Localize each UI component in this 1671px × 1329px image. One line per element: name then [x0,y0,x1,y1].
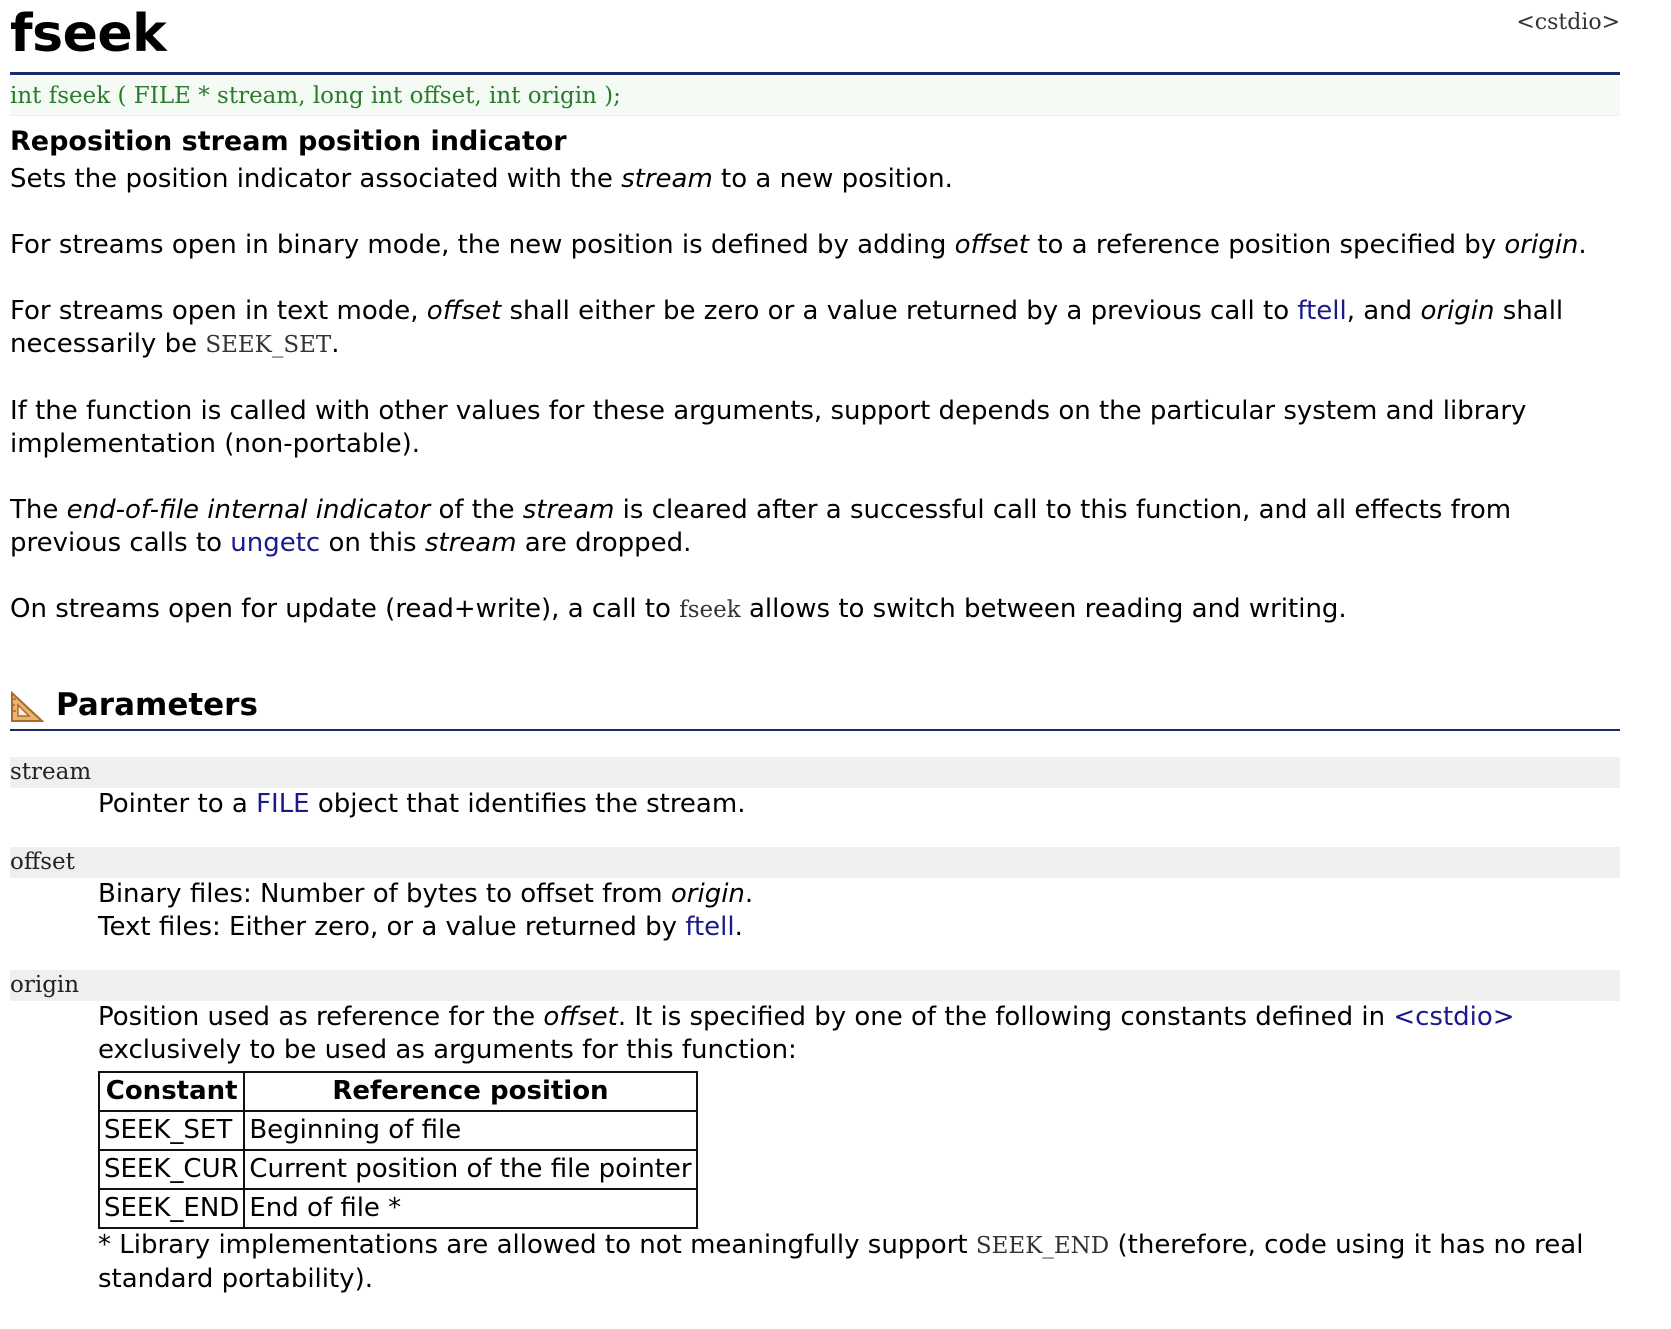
param-desc-offset [98,878,1620,944]
ftell-link-2[interactable]: ftell [685,912,735,942]
set-square-icon [10,691,44,723]
origin-constants-table [98,1071,698,1229]
seek-set-code: SEEK_SET [205,332,332,358]
table-header-row [99,1072,697,1111]
offset-binary-line: Binary files: Number of bytes to offset from origin. [98,879,754,909]
fseek-code: fseek [679,597,741,623]
parameters-title: Parameters [56,687,258,723]
param-desc-stream: Pointer to a FILE object that identifies the stream. [98,789,746,819]
table-header-cell: Constant [99,1072,244,1111]
table-cell: SEEK_END [99,1189,244,1228]
seek-end-footnote: * Library implementations are allowed to not meaningfully support SEEK_END (therefore, code using it has no real standard portability). [98,1230,1584,1294]
cstdio-link[interactable]: <cstdio> [1393,1002,1515,1032]
description-paragraph-6: On streams open for update (read+write), a call to fseek allows to switch between reading and writing. [10,594,1347,624]
origin-description: Position used as reference for the offset. It is specified by one of the following constants defined in <cstdio> exclusively to be used as arguments for this function: [98,1002,1515,1065]
page-header [10,0,1620,75]
offset-text-line: Text files: Either zero, or a value returned by ftell. [98,912,743,942]
file-link[interactable]: FILE [256,789,310,819]
param-desc-origin [98,1001,1620,1296]
table-row [99,1150,697,1189]
table-header-cell: Reference position [244,1072,696,1111]
table-cell: Beginning of file [244,1111,696,1150]
header-include-link[interactable]: <cstdio> [1516,10,1620,35]
table-row [99,1111,697,1150]
page-title: fseek [10,4,167,64]
ungetc-link[interactable]: ungetc [230,528,321,558]
param-name-offset: offset [10,847,1620,878]
description-paragraph-4: If the function is called with other values for these arguments, support depends on the particular system and library implementation (non-portable). [10,396,1527,459]
parameters-section-header [10,687,1620,731]
ftell-link[interactable]: ftell [1297,296,1347,326]
table-cell: SEEK_CUR [99,1150,244,1189]
table-cell: Current position of the file pointer [244,1150,696,1189]
table-cell: End of file * [244,1189,696,1228]
param-name-stream: stream [10,757,1620,788]
function-prototype: int fseek ( FILE * stream, long int offset, int origin ); [10,77,1620,116]
description-heading: Reposition stream position indicator [10,126,567,157]
description-paragraph-3: For streams open in text mode, offset shall either be zero or a value returned by a previous call to ftell, and origin shall necessarily be SEEK_SET. [10,296,1564,359]
description-paragraph-1: Sets the position indicator associated with the stream to a new position. [10,164,953,194]
table-cell: SEEK_SET [99,1111,244,1150]
description-paragraph-2: For streams open in binary mode, the new position is defined by adding offset to a reference position specified by origin. [10,230,1587,260]
table-row [99,1189,697,1228]
description-paragraph-5: The end-of-file internal indicator of the stream is cleared after a successful call to this function, and all effects from previous calls to ungetc on this stream are dropped. [10,495,1512,558]
reference-page [10,0,1620,1296]
seek-end-code: SEEK_END [975,1233,1110,1259]
param-name-origin: origin [10,970,1620,1001]
